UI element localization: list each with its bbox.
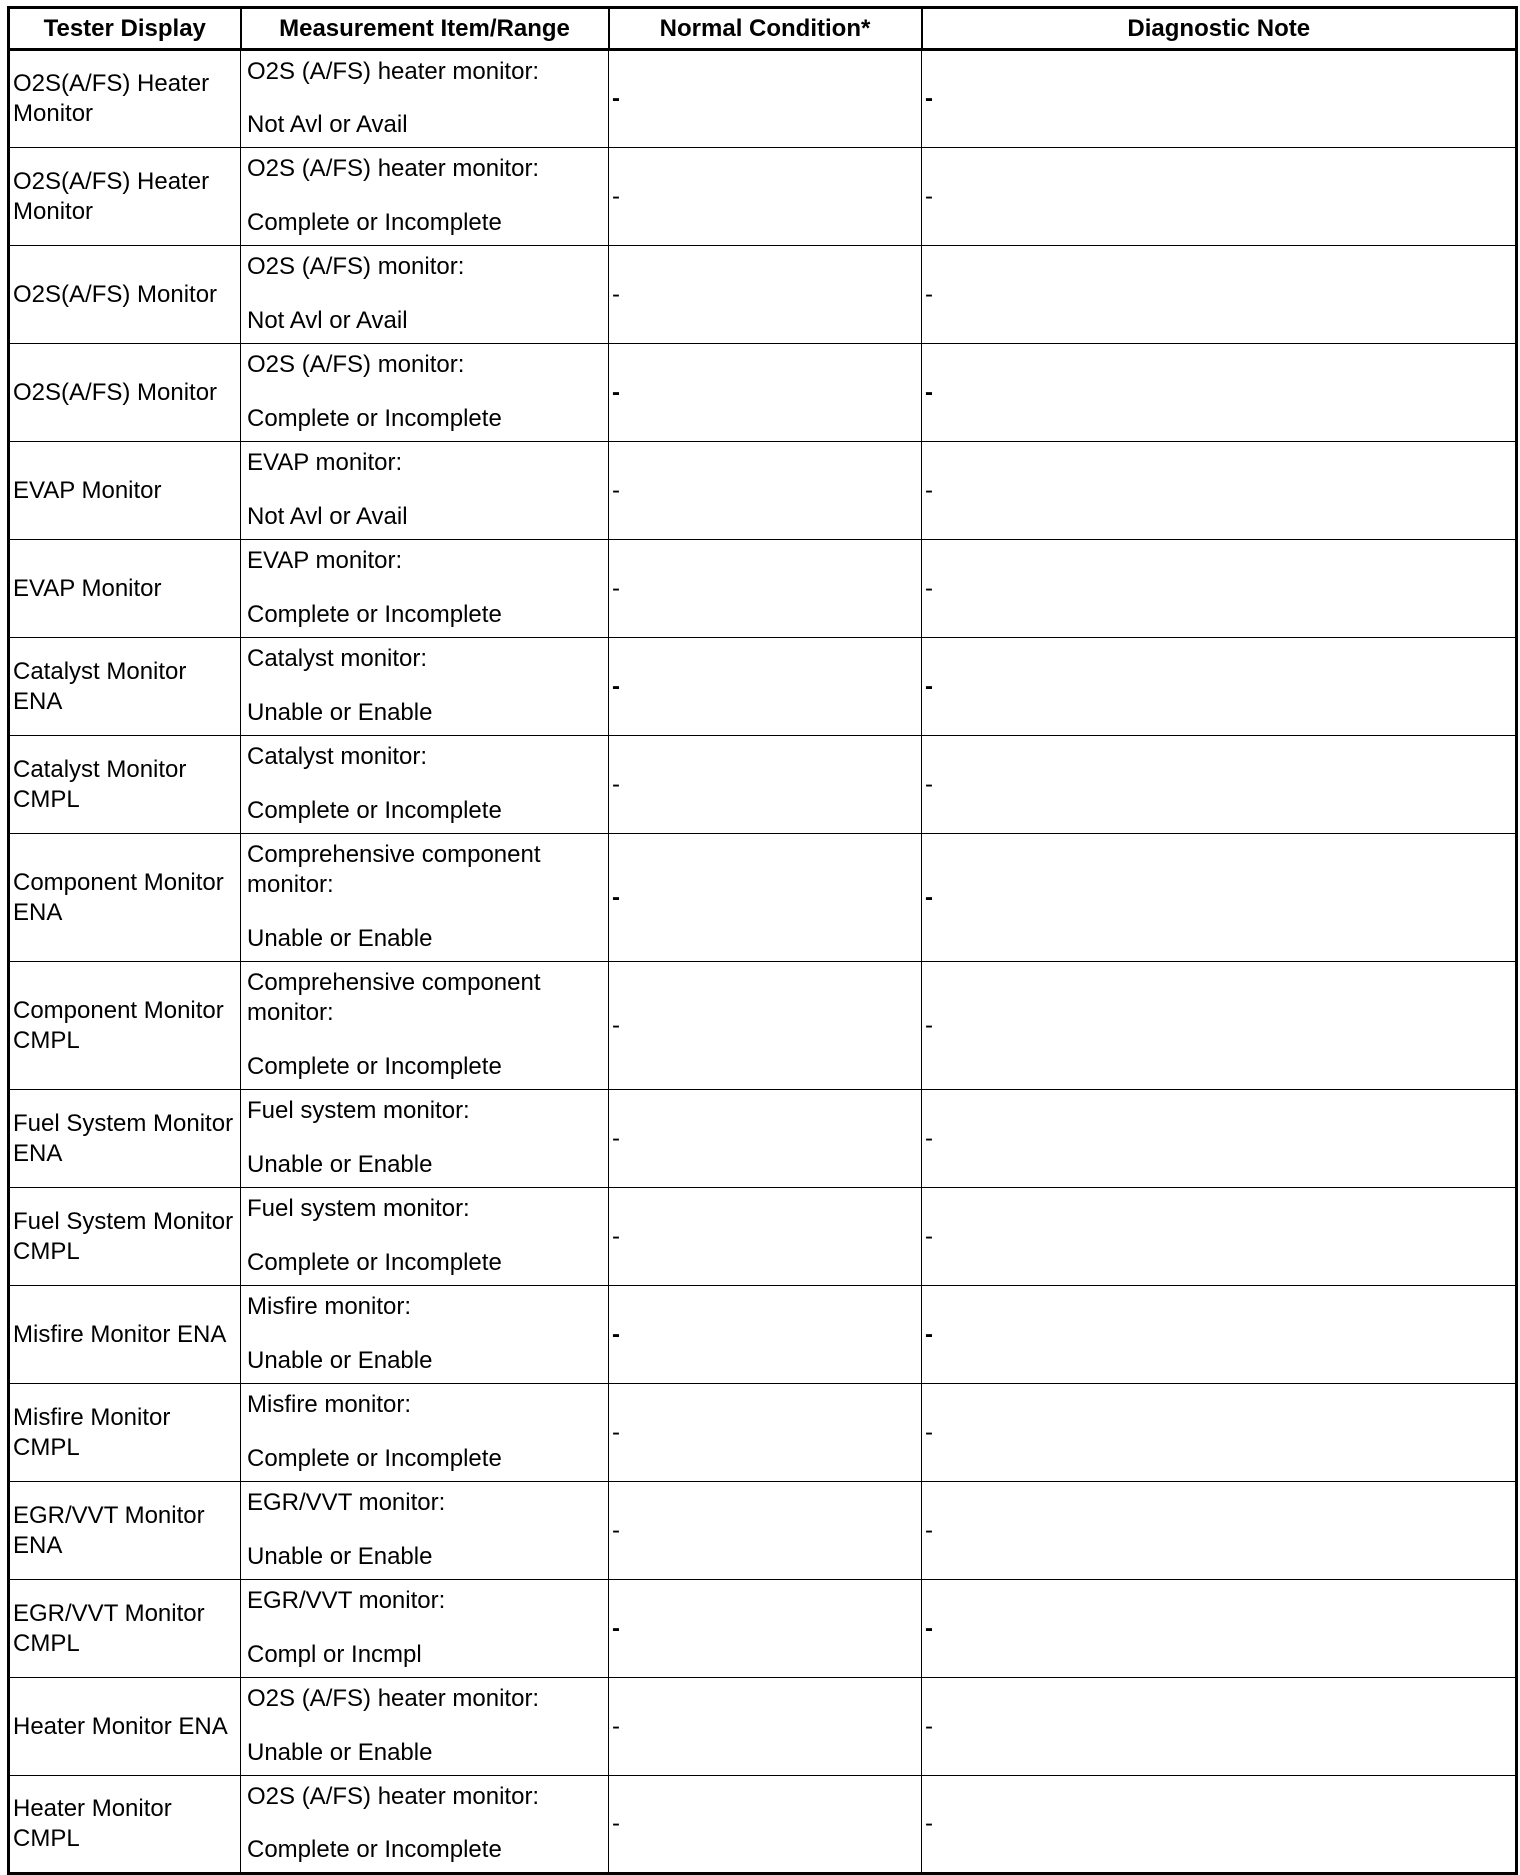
tester-display-cell: Fuel System Monitor CMPL xyxy=(9,1188,241,1286)
measurement-cell xyxy=(241,148,609,246)
measurement-range: Not Avl or Avail xyxy=(247,111,408,138)
diagnostic-note-cell: - xyxy=(922,1384,1517,1482)
tester-display-cell: O2S(A/FS) Monitor xyxy=(9,246,241,344)
measurement-item: Comprehensive component monitor: xyxy=(247,841,541,898)
measurement-cell xyxy=(241,1482,609,1580)
normal-condition-cell: - xyxy=(609,1776,922,1874)
table-row xyxy=(9,148,1517,246)
table-row xyxy=(9,344,1517,442)
table-row xyxy=(9,1286,1517,1384)
normal-condition-cell: - xyxy=(609,148,922,246)
measurement-range: Unable or Enable xyxy=(247,925,433,952)
measurement-range: Not Avl or Avail xyxy=(247,503,408,530)
measurement-range: Unable or Enable xyxy=(247,1543,433,1570)
measurement-range: Unable or Enable xyxy=(247,1739,433,1766)
normal-condition-cell: - xyxy=(609,1482,922,1580)
table-row xyxy=(9,962,1517,1090)
header-row xyxy=(9,8,1517,50)
table-row xyxy=(9,1482,1517,1580)
measurement-item: EGR/VVT monitor: xyxy=(247,1587,446,1614)
diagnostic-note-cell: - xyxy=(922,1188,1517,1286)
measurement-item: EGR/VVT monitor: xyxy=(247,1489,446,1516)
measurement-item: O2S (A/FS) heater monitor: xyxy=(247,1783,540,1810)
diagnostic-note-cell: - xyxy=(922,1580,1517,1678)
tester-display-cell: EGR/VVT Monitor ENA xyxy=(9,1482,241,1580)
tester-display-cell: Fuel System Monitor ENA xyxy=(9,1090,241,1188)
tester-display-cell: Heater Monitor CMPL xyxy=(9,1776,241,1874)
tester-display-cell: EGR/VVT Monitor CMPL xyxy=(9,1580,241,1678)
measurement-item: Misfire monitor: xyxy=(247,1293,412,1320)
measurement-item: Fuel system monitor: xyxy=(247,1097,470,1124)
diagnostic-note-cell: - xyxy=(922,246,1517,344)
measurement-cell xyxy=(241,962,609,1090)
table-row xyxy=(9,1678,1517,1776)
measurement-item: EVAP monitor: xyxy=(247,449,403,476)
diagnostic-table xyxy=(7,6,1518,1875)
table-row xyxy=(9,540,1517,638)
header-measurement-item: Measurement Item/Range xyxy=(241,8,609,50)
diagnostic-note-cell: - xyxy=(922,1678,1517,1776)
measurement-range: Unable or Enable xyxy=(247,699,433,726)
measurement-item: O2S (A/FS) monitor: xyxy=(247,253,465,280)
normal-condition-cell: - xyxy=(609,736,922,834)
table-row xyxy=(9,1776,1517,1874)
tester-display-cell: O2S(A/FS) Monitor xyxy=(9,344,241,442)
diagnostic-note-cell: - xyxy=(922,442,1517,540)
measurement-cell xyxy=(241,246,609,344)
measurement-cell xyxy=(241,344,609,442)
measurement-cell xyxy=(241,1384,609,1482)
measurement-item: O2S (A/FS) heater monitor: xyxy=(247,1685,540,1712)
tester-display-cell: Component Monitor ENA xyxy=(9,834,241,962)
normal-condition-cell: - xyxy=(609,1678,922,1776)
normal-condition-cell: - xyxy=(609,834,922,962)
diagnostic-note-cell: - xyxy=(922,1286,1517,1384)
normal-condition-cell: - xyxy=(609,1384,922,1482)
measurement-range: Not Avl or Avail xyxy=(247,307,408,334)
header-tester-display: Tester Display xyxy=(9,8,241,50)
measurement-cell xyxy=(241,1776,609,1874)
measurement-range: Compl or Incmpl xyxy=(247,1641,422,1668)
table-row xyxy=(9,1188,1517,1286)
normal-condition-cell: - xyxy=(609,1090,922,1188)
measurement-item: O2S (A/FS) monitor: xyxy=(247,351,465,378)
diagnostic-note-cell: - xyxy=(922,834,1517,962)
tester-display-cell: EVAP Monitor xyxy=(9,540,241,638)
diagnostic-note-cell: - xyxy=(922,1482,1517,1580)
measurement-range: Unable or Enable xyxy=(247,1347,433,1374)
normal-condition-cell: - xyxy=(609,344,922,442)
tester-display-cell: Heater Monitor ENA xyxy=(9,1678,241,1776)
measurement-cell xyxy=(241,442,609,540)
diagnostic-note-cell: - xyxy=(922,736,1517,834)
diagnostic-note-cell: - xyxy=(922,638,1517,736)
table-row xyxy=(9,50,1517,148)
measurement-cell xyxy=(241,834,609,962)
diagnostic-note-cell: - xyxy=(922,1090,1517,1188)
normal-condition-cell: - xyxy=(609,442,922,540)
measurement-cell xyxy=(241,50,609,148)
table-row xyxy=(9,1384,1517,1482)
measurement-item: O2S (A/FS) heater monitor: xyxy=(247,155,540,182)
tester-display-cell: Catalyst Monitor CMPL xyxy=(9,736,241,834)
measurement-cell xyxy=(241,1678,609,1776)
tester-display-cell: Misfire Monitor ENA xyxy=(9,1286,241,1384)
table-row xyxy=(9,834,1517,962)
measurement-cell xyxy=(241,638,609,736)
tester-display-cell: O2S(A/FS) Heater Monitor xyxy=(9,50,241,148)
tester-display-cell: Catalyst Monitor ENA xyxy=(9,638,241,736)
normal-condition-cell: - xyxy=(609,962,922,1090)
header-diagnostic-note: Diagnostic Note xyxy=(922,8,1517,50)
diagnostic-note-cell: - xyxy=(922,148,1517,246)
measurement-cell xyxy=(241,1090,609,1188)
measurement-range: Complete or Incomplete xyxy=(247,601,502,628)
normal-condition-cell: - xyxy=(609,246,922,344)
measurement-item: Catalyst monitor: xyxy=(247,645,428,672)
diagnostic-note-cell: - xyxy=(922,1776,1517,1874)
normal-condition-cell: - xyxy=(609,1580,922,1678)
normal-condition-cell: - xyxy=(609,1188,922,1286)
measurement-item: Catalyst monitor: xyxy=(247,743,428,770)
tester-display-cell: Component Monitor CMPL xyxy=(9,962,241,1090)
table-row xyxy=(9,638,1517,736)
measurement-range: Complete or Incomplete xyxy=(247,1445,502,1472)
measurement-item: O2S (A/FS) heater monitor: xyxy=(247,58,540,85)
normal-condition-cell: - xyxy=(609,50,922,148)
measurement-cell xyxy=(241,736,609,834)
table-row xyxy=(9,1580,1517,1678)
table-row xyxy=(9,442,1517,540)
measurement-range: Complete or Incomplete xyxy=(247,1249,502,1276)
header-normal-condition: Normal Condition* xyxy=(609,8,922,50)
measurement-cell xyxy=(241,1188,609,1286)
measurement-range: Unable or Enable xyxy=(247,1151,433,1178)
table-row xyxy=(9,1090,1517,1188)
measurement-cell xyxy=(241,1580,609,1678)
tester-display-cell: Misfire Monitor CMPL xyxy=(9,1384,241,1482)
diagnostic-note-cell: - xyxy=(922,540,1517,638)
diagnostic-note-cell: - xyxy=(922,344,1517,442)
normal-condition-cell: - xyxy=(609,1286,922,1384)
measurement-item: EVAP monitor: xyxy=(247,547,403,574)
tester-display-cell: EVAP Monitor xyxy=(9,442,241,540)
measurement-range: Complete or Incomplete xyxy=(247,405,502,432)
measurement-range: Complete or Incomplete xyxy=(247,1053,502,1080)
diagnostic-note-cell: - xyxy=(922,50,1517,148)
tester-display-cell: O2S(A/FS) Heater Monitor xyxy=(9,148,241,246)
measurement-range: Complete or Incomplete xyxy=(247,209,502,236)
diagnostic-note-cell: - xyxy=(922,962,1517,1090)
measurement-item: Comprehensive component monitor: xyxy=(247,969,541,1026)
measurement-cell xyxy=(241,540,609,638)
table-row xyxy=(9,246,1517,344)
table-row xyxy=(9,736,1517,834)
measurement-range: Complete or Incomplete xyxy=(247,1836,502,1863)
measurement-cell xyxy=(241,1286,609,1384)
measurement-item: Fuel system monitor: xyxy=(247,1195,470,1222)
measurement-range: Complete or Incomplete xyxy=(247,797,502,824)
measurement-item: Misfire monitor: xyxy=(247,1391,412,1418)
normal-condition-cell: - xyxy=(609,638,922,736)
normal-condition-cell: - xyxy=(609,540,922,638)
